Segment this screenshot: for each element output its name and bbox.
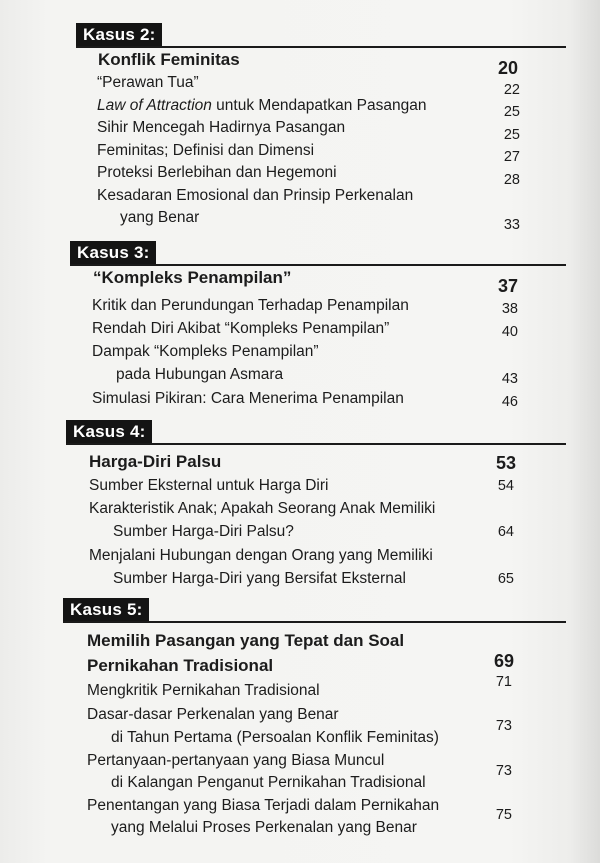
section-rule: [70, 264, 566, 266]
toc-entry: Sumber Eksternal untuk Harga Diri: [89, 477, 329, 494]
toc-page-number: 46: [501, 394, 518, 410]
section-rule: [76, 46, 566, 48]
toc-page-number: 27: [503, 149, 520, 165]
toc-entry: Kritik dan Perundungan Terhadap Penampilan: [92, 297, 409, 314]
toc-entry: Menjalani Hubungan dengan Orang yang Memiliki: [89, 547, 433, 564]
toc-page-number: 64: [497, 524, 514, 540]
chapter-title: Memilih Pasangan yang Tepat dan Soal: [87, 631, 405, 650]
toc-entry: Penentangan yang Biasa Terjadi dalam Pernikahan: [87, 797, 440, 814]
toc-entry-continuation: Sumber Harga-Diri yang Bersifat Eksternal: [113, 570, 406, 587]
section-label-kasus-5: Kasus 5:: [63, 598, 149, 623]
chapter-title: Harga-Diri Palsu: [89, 452, 222, 471]
toc-entry: “Perawan Tua”: [97, 74, 199, 91]
toc-page-number: 73: [495, 763, 512, 779]
toc-entry-continuation: yang Melalui Proses Perkenalan yang Benar: [111, 819, 417, 836]
toc-entry-continuation: di Tahun Pertama (Persoalan Konflik Feminitas): [111, 729, 439, 746]
toc-entry-continuation: pada Hubungan Asmara: [116, 366, 284, 383]
section-label-kasus-4: Kasus 4:: [66, 420, 152, 445]
section-rule: [66, 443, 566, 445]
toc-entry-continuation: di Kalangan Penganut Pernikahan Tradisional: [111, 774, 426, 791]
chapter-page: 37: [497, 276, 518, 296]
toc-entry: Dasar-dasar Perkenalan yang Benar: [87, 706, 339, 723]
toc-entry: Rendah Diri Akibat “Kompleks Penampilan”: [92, 320, 390, 337]
section-label-kasus-3: Kasus 3:: [70, 241, 156, 266]
toc-entry-text: untuk Mendapatkan Pasangan: [211, 97, 427, 114]
section-rule: [63, 621, 566, 623]
toc-entry-italic: Law of Attraction: [97, 97, 212, 114]
toc-entry-continuation: yang Benar: [120, 209, 200, 226]
section-label-kasus-2: Kasus 2:: [76, 23, 162, 48]
chapter-page: 20: [497, 58, 518, 78]
toc-entry: [97, 96, 426, 115]
chapter-page: 53: [495, 453, 516, 473]
toc-page-number: 43: [501, 371, 518, 387]
toc-entry: Simulasi Pikiran: Cara Menerima Penampilan: [92, 390, 404, 407]
toc-page-number: 73: [495, 718, 512, 734]
toc-entry: Proteksi Berlebihan dan Hegemoni: [97, 164, 337, 181]
toc-entry: Pertanyaan-pertanyaan yang Biasa Muncul: [87, 752, 385, 769]
toc-entry: Karakteristik Anak; Apakah Seorang Anak Memiliki: [89, 500, 436, 517]
toc-entry: Mengkritik Pernikahan Tradisional: [87, 682, 320, 699]
toc-page-number: 71: [495, 674, 512, 690]
toc-page-number: 40: [501, 324, 518, 340]
toc-page-number: 75: [495, 807, 512, 823]
toc-entry-continuation: Sumber Harga-Diri Palsu?: [113, 523, 294, 540]
chapter-title: “Kompleks Penampilan”: [93, 268, 292, 287]
toc-page-number: 22: [503, 82, 520, 98]
page-edge-shadow: [570, 0, 600, 863]
chapter-title: Konflik Feminitas: [98, 50, 240, 69]
toc-entry: Sihir Mencegah Hadirnya Pasangan: [97, 119, 346, 136]
toc-page-number: 28: [503, 172, 520, 188]
chapter-title-continuation: Pernikahan Tradisional: [87, 656, 274, 675]
chapter-page: 69: [493, 651, 514, 671]
toc-entry: Dampak “Kompleks Penampilan”: [92, 343, 319, 360]
toc-entry: Feminitas; Definisi dan Dimensi: [97, 142, 315, 159]
toc-page-number: 25: [503, 127, 520, 143]
toc-page-number: 65: [497, 571, 514, 587]
toc-page-number: 54: [497, 478, 514, 494]
toc-entry: Kesadaran Emosional dan Prinsip Perkenalan: [97, 187, 414, 204]
toc-page-number: 25: [503, 104, 520, 120]
toc-page-number: 38: [501, 301, 518, 317]
toc-page-number: 33: [503, 217, 520, 233]
